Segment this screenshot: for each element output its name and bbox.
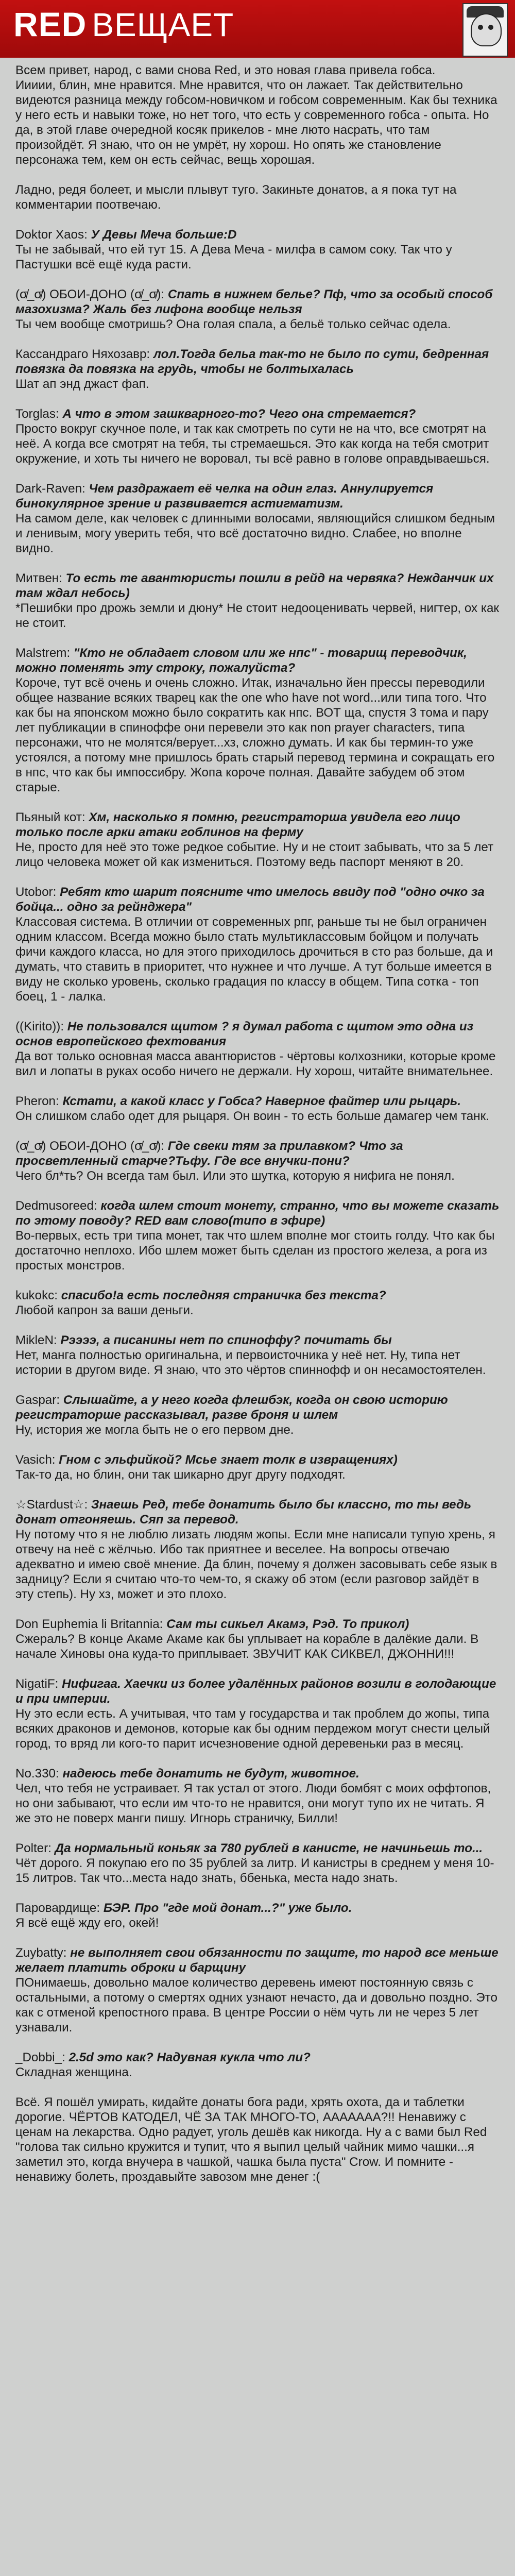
commenter-name: Vasich: [15,1453,56,1467]
commenter-name: Паровардище: [15,1901,100,1915]
reply-text: Чел, что тебя не устраивает. Я так устал от этого. Люди бомбят с моих оффтопов, но они забывают, что если им что-то не нравится, они могут тупо их не читать. Я же это не поверх манги пишу. Игнорь страничку, Билли! [15,1782,491,1825]
reply-text: Сжераль? В конце Акаме Акаме как бы уплывает на корабле в далёкие дали. В начале Хиновы она куда-то приплывает. ЗВУЧИТ КАК СИКВЕЛ, ДЖОННИ!!! [15,1632,479,1661]
comment-block [15,885,500,1004]
comment-quote: Спать в нижнем белье? Пф, что за особый способ мазохизма? Жаль без лифона вообще нельзя [15,287,493,316]
comment-block [15,1393,500,1437]
comment-block [15,1198,500,1273]
comment-quote: Рээээ, а писанины нет по спиноффу? почитать бы [60,1333,392,1347]
comment-block [15,571,500,631]
comment-quote: Кстати, а какой класс у Гобса? Наверное файтер или рыцарь. [62,1094,461,1108]
brand-sub: ВЕЩАЕТ [92,6,234,43]
reply-text: Чего бл*ть? Он всегда там был. Или это шутка, которую я нифига не понял. [15,1169,455,1183]
comment-block [15,1676,500,1751]
reply-text: Просто вокруг скучное поле, и так как смотреть по сути не на что, все смотрят на неё. А когда все смотрят на тебя, ты стремаешься. Это как когда на тебя смотрит окружение, и хоть ты ничего не воровал, ты всё равно в голове оправдываешься. [15,422,490,466]
comment-block [15,2095,500,2184]
commenter-name: Пьяный кот: [15,810,85,824]
comment-block [15,347,500,392]
reply-text: Не, просто для неё это тоже редкое событие. Ну и не стоит забывать, что за 5 лет лицо человека может ой как измениться. Поэтому ведь паспорт меняют в 20. [15,840,494,869]
reply-text: Ладно, редя болеет, и мысли плывут туго. Закиньте донатов, а я пока тут на комментарии поотвечаю. [15,183,457,212]
comment-block [15,227,500,272]
reply-text: ПОнимаешь, довольно малое количество деревень имеют постоянную связь с остальными, а потому о смертях одних узнают нечасто, да и довольно поздно. Это как с отменой крепостного права. В центре России о нём чуть ли не через 5 лет узнавали. [15,1976,497,2035]
commenter-name: Zuybatty: [15,1946,67,1960]
reply-text: Шат ап энд джаст фап. [15,377,149,391]
comment-quote: Где свеки тям за прилавком? Что за просветленный старче?Тьфу. Где все внучки-пони? [15,1139,403,1168]
reply-text: Чёт дорого. Я покупаю его по 35 рублей за литр. И канистры в среднем у меня 10-15 литров. Так что...места надо знать, ббенька, места надо знать. [15,1856,494,1885]
reply-text: Ну это если есть. А учитывая, что там у государства и так проблем до жопы, типа всяких драконов и демонов, которые как бы одним пердежом могут снести целый город, то вряд ли кого-то парит исчезновение одной деревеньки раз в месяц. [15,1707,490,1751]
comment-quote: Не пользовался щитом ? я думал работа с щитом это одна из основ европейского фехтования [15,1020,474,1048]
mascot-avatar-icon [462,3,508,57]
commenter-name: NigatiF: [15,1677,59,1691]
reply-text: Нет, манга полностью оригинальна, и первоисточника у неё нет. Ну, типа нет истории в другом виде. Я знаю, что это чёртов спиннофф и он несамостоятелен. [15,1348,486,1377]
commenter-name: Utobor: [15,885,57,899]
reply-text: Складная женщина. [15,2065,132,2079]
comment-quote: Нифигаа. Хаечки из более удалённых районов возили в голодающие и при империи. [15,1677,496,1706]
commenter-name: _Dobbi_: [15,2050,65,2064]
comment-block [15,1094,500,1124]
commenter-name: Doktor Xaos: [15,228,88,242]
comment-quote: Да нормальный коньяк за 780 рублей в канисте, не начиньешь то... [55,1841,483,1855]
comment-list [15,63,500,2184]
comment-block [15,1288,500,1318]
comment-quote: 2.5d это как? Надувная кукла что ли? [68,2050,311,2064]
reply-text: Ты не забывай, что ей тут 15. А Дева Меча - милфа в самом соку. Так что у Пастушки всё ещё куда расти. [15,243,452,272]
comment-quote: когда шлем стоит монету, странно, что вы можете сказать по этому поводу? RED вам слово(типо в эфире) [15,1199,500,1228]
commenter-name: Torglas: [15,407,59,421]
commenter-name: Dedmusoreed: [15,1199,97,1213]
reply-text: Ну потому что я не люблю лизать людям жопы. Если мне написали тупую хрень, я отвечу на неё с жёлчью. Ибо так приятнее и веселее. На вопросы отвечаю адекватно и имею своё мнение. Да блин, почему я должен засовывать себе язык в задницу? Если я считаю что-то чем-то, я скажу об этом (если разговор зайдёт в эту степь). Ну хз, может и это плохо. [15,1528,497,1601]
commenter-name: Gaspar: [15,1393,60,1407]
brand-red: RED [13,5,87,43]
comment-quote: Чем раздражает её челка на один глаз. Аннулируется бинокулярное зрение и развивается астигматизм. [15,482,434,511]
comment-quote: Хм, насколько я помню, регистраторша увидела его лицо только после арки атаки гоблинов на ферму [15,810,460,839]
commenter-name: ((Kirito)): [15,1020,64,1033]
comment-quote: не выполняет свои обязанности по защите, то народ все меньше желает платить оброки и барщину [15,1946,499,1975]
reply-text: На самом деле, как человек с длинными волосами, являющийся слишком бедным и ленивым, могу уверить тебя, что всё достаточно видно. Слабее, но вполне видно. [15,512,495,555]
comment-quote: Ребят кто шарит поясните что имелось ввиду под "одно очко за бойца... одно за рейнджера" [15,885,485,914]
comment-block [15,287,500,332]
comment-block [15,1452,500,1482]
reply-text: Я всё ещё жду его, окей! [15,1916,159,1930]
comment-quote: лол.Тогда бельа так-то не было по сути, бедренная повязка да повязка на грудь, чтобы не болтыхалась [15,347,489,376]
comment-quote: Гном с эльфийкой? Мсье знает толк в извращениях) [59,1453,398,1467]
commenter-name: No.330: [15,1767,59,1781]
reply-text: Ну, история же могла быть не о его первом дне. [15,1423,294,1437]
commenter-name: Dark-Raven: [15,482,85,496]
comment-quote: У Девы Меча больше:D [91,228,237,242]
reply-text: Он слишком слабо одет для рыцаря. Он воин - то есть больше дамагер чем танк. [15,1109,489,1123]
comment-quote: Знаешь Ред, тебе донатить было бы классно, то ты ведь донат отгоняешь. Сяп за перевод. [15,1498,472,1527]
commenter-name: kukokc: [15,1289,58,1302]
comment-block [15,1333,500,1378]
comment-block [15,1766,500,1826]
reply-text: Ты чем вообще смотришь? Она голая спала, а бельё только сейчас одела. [15,317,451,331]
comment-block [15,1945,500,2035]
reply-text: Во-первых, есть три типа монет, так что шлем вполне мог стоить голду. Что как бы достаточно неплохо. Ибо шлем может быть сделан из простого железа, а рога из простых монстров. [15,1229,495,1273]
reply-text: Да вот только основная масса авантюристов - чёртовы колхозники, которые кроме вил и лопаты в руках особо ничего не держали. Ну хорош, читайте внимательнее. [15,1049,496,1078]
commenter-name: MikleN: [15,1333,57,1347]
comment-block [15,1497,500,1602]
comment-block [15,406,500,466]
comment-quote: То есть те авантюристы пошли в рейд на червяка? Нежданчик их там ждал небось) [15,571,494,600]
commenter-name: (σ̸_σ̸) ОБОИ-ДОНО (σ̸_σ̸): [15,1139,165,1153]
reply-text: *Пешибки про дрожь земли и дюну* Не стоит недооценивать червей, нигтер, ох как не стоит. [15,601,499,630]
reply-text: Классовая система. В отличии от современных рпг, раньше ты не был ограничен одним классом. Всегда можно было стать мультиклассовым бойцом и получать фичи каждого класса, но для этого приходилось дрочиться в сто раз больше, да и думать, что ставить в приоритет, что нужнее и что лучше. А тут больше имеется в виду не сколько уровень, сколько градация по классу в общем. Типа сотка - топ боец, 1 - лалка. [15,915,493,1004]
commenter-name: Кассандраго Няхозавр: [15,347,150,361]
comment-quote: БЭР. Про "где мой донат...?" уже было. [103,1901,352,1915]
reply-text: Всем привет, народ, с вами снова Red, и это новая глава привела гобса. Иииии, блин, мне нравится. Мне нравится, что он лажает. Так действительно видеются разница между гобсом-новичком и гобсом современным. Как бы техника у него есть и навыки тоже, но нет того, что есть у современного гобса - опыта. Но да, в этой главе очередной косяк прикелов - мне люто насрать, что там произойдёт. Я знаю, что он не умрёт, ну хорош. Но опять же становление персонажа тем, кем он есть сейчас, вещь хорошая. [15,63,497,167]
comment-quote: надеюсь тебе донатить не будут, животное. [62,1767,359,1781]
site-header [0,0,515,58]
commenter-name: Polter: [15,1841,52,1855]
comment-quote: А что в этом зашкварного-то? Чего она стремается? [62,407,416,421]
comment-block [15,1139,500,1183]
commenter-name: Митвен: [15,571,62,585]
commenter-name: Pheron: [15,1094,59,1108]
comment-block [15,1019,500,1079]
comment-quote: "Кто не обладает словом или же нпс" - товарищ переводчик, можно поменять эту строку, пожалуйста? [15,646,467,675]
comment-block [15,646,500,795]
commenter-name: ☆Stardust☆: [15,1498,88,1512]
commenter-name: Malstrem: [15,646,71,660]
commenter-name: (σ̸_σ̸) ОБОИ-ДОНО (σ̸_σ̸): [15,287,165,301]
comment-block [15,1841,500,1886]
comment-block [15,182,500,212]
reply-text: Любой капрон за ваши деньги. [15,1303,194,1317]
comment-block [15,1901,500,1930]
comment-block [15,63,500,167]
reply-text: Так-то да, но блин, они так шикарно друг другу подходят. [15,1468,346,1482]
reply-text: Короче, тут всё очень и очень сложно. Итак, изначально йен прессы переводили общее название всяких тварец как the one who have not word...или типа того. Что как бы на японском можно было сократить как нпс. ВОТ ща, спустя 3 тома и пару лет публикации в спиноффе они перевели это как non prayer characters, типа персонажи, что не молятся/верует...хз, сложно думать. И как бы термин-то уже устоялся, а потому мне пришлось брать старый перевод термина и сокращать его в нпс, что как бы импоссибру. Жопа короче полная. Давайте забудем об этом старые. [15,676,495,794]
comment-block [15,1617,500,1662]
comment-block [15,481,500,556]
comment-block [15,2050,500,2080]
comment-block [15,810,500,870]
comment-quote: спасибо!а есть последняя страничка без текста? [61,1289,386,1302]
comment-quote: Слышайте, а у него когда флешбэк, когда он свою историю регистраторше рассказывал, разве броня и шлем [15,1393,448,1422]
article-body [0,58,515,2576]
comment-quote: Сам ты сикьел Акамэ, Рэд. То прикол) [166,1617,409,1631]
commenter-name: Don Euphemia li Britannia: [15,1617,163,1631]
brand-logo [13,7,234,41]
reply-text: Всё. Я пошёл умирать, кидайте донаты бога ради, хрять охота, да и таблетки дорогие. ЧЁРТОВ КАТОДЕЛ, ЧЁ ЗА ТАК МНОГО-ТО, ААААААА?!! Ненавижу с ценам на лекарства. Одно радует, уголь дешёв как никогда. Ну а с вами был Red "голова так сильно кружится и тупит, что я выпил целый чайник мимо чашки...я заметил это, когда внучера в чашкой, чашка была пуста" Crow. И помните - ненавижу болеть, проздавыйте завозом мне денег :( [15,2095,487,2184]
